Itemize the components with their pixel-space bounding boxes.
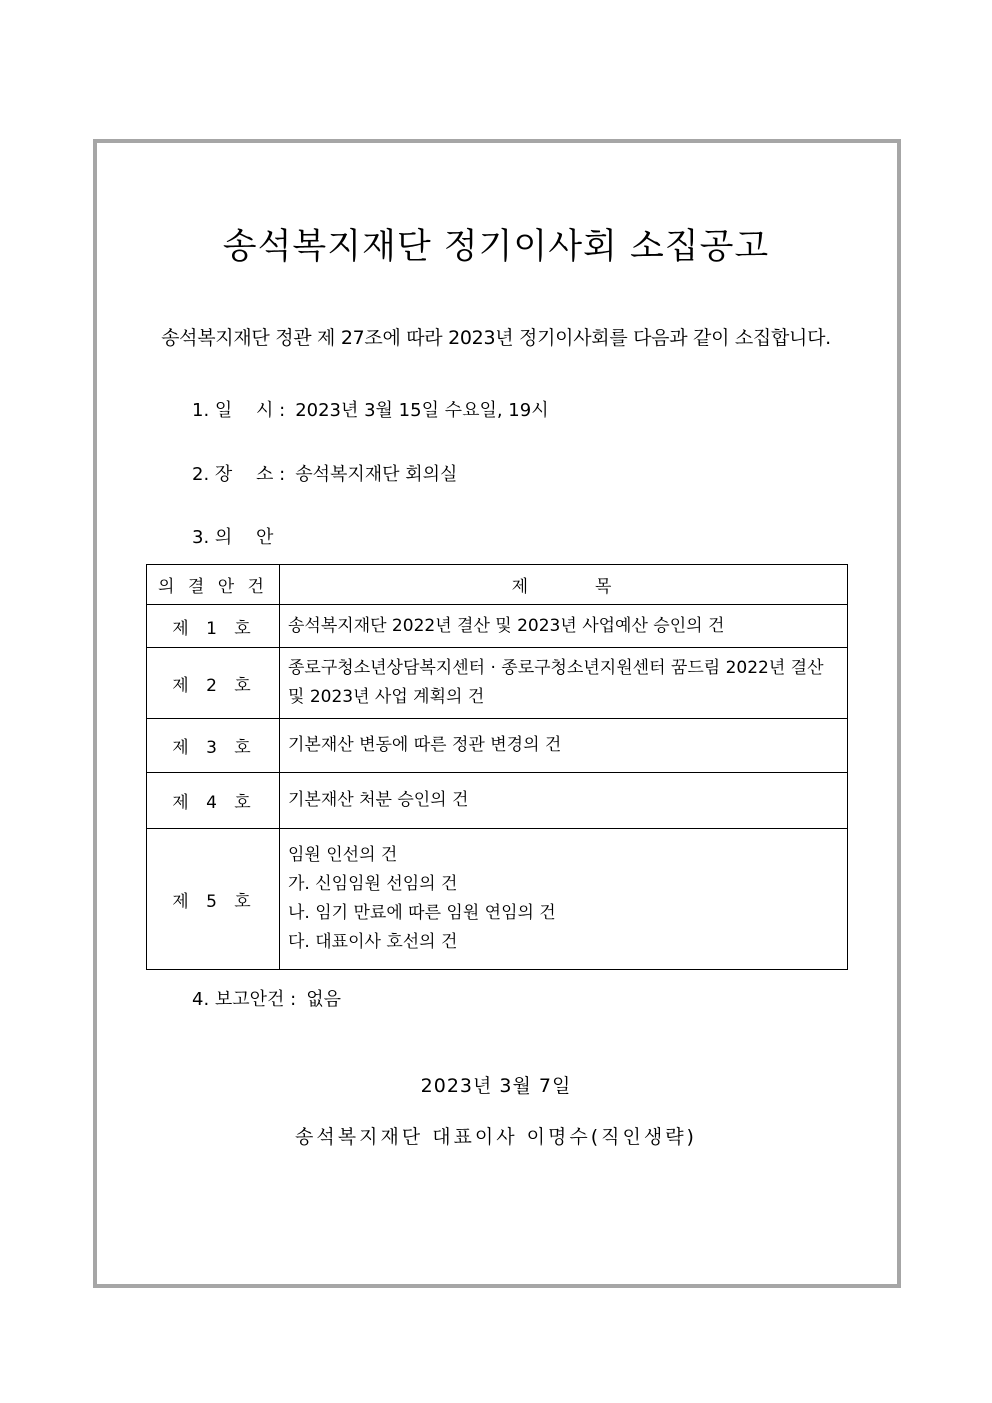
agenda-no: 제 2 호 xyxy=(147,648,280,719)
agenda-subject xyxy=(280,719,848,773)
table-row xyxy=(147,829,848,970)
header-subject: 제 목 xyxy=(280,565,848,605)
agenda-subject-line: 임원 인선의 건 xyxy=(288,845,398,865)
item-place-value: 송석복지재단 회의실 xyxy=(295,464,458,485)
item-report-value: 없음 xyxy=(306,989,342,1010)
table-row xyxy=(147,773,848,829)
table-header-row xyxy=(147,565,848,605)
agenda-no: 제 3 호 xyxy=(147,719,280,773)
agenda-subject-line: 기본재산 변동에 따른 정관 변경의 건 xyxy=(288,735,562,755)
signature: 송석복지재단 대표이사 이명수(직인생략) xyxy=(295,1126,697,1148)
agenda-subject-line: 및 2023년 사업 계획의 건 xyxy=(288,687,485,707)
notice-date: 2023년 3월 7일 xyxy=(420,1075,572,1097)
table-row xyxy=(147,648,848,719)
item-place xyxy=(192,461,457,489)
agenda-subject-line: 다. 대표이사 호선의 건 xyxy=(288,932,458,952)
agenda-subject-line: 나. 임기 만료에 따른 임원 연임의 건 xyxy=(288,903,556,923)
agenda-subject xyxy=(280,605,848,648)
agenda-table xyxy=(146,564,848,970)
table-row xyxy=(147,605,848,648)
item-datetime-value: 2023년 3월 15일 수요일, 19시 xyxy=(295,400,549,421)
document-title: 송석복지재단 정기이사회 소집공고 xyxy=(222,227,770,267)
agenda-subject xyxy=(280,773,848,829)
item-datetime xyxy=(192,397,549,425)
table-row xyxy=(147,719,848,773)
agenda-subject xyxy=(280,829,848,970)
agenda-subject xyxy=(280,648,848,719)
item-report xyxy=(192,986,341,1014)
agenda-subject-line: 종로구청소년상담복지센터 · 종로구청소년지원센터 꿈드림 2022년 결산 xyxy=(288,658,824,678)
item-place-label: 2. 장 소 : xyxy=(192,464,286,485)
intro-text: 송석복지재단 정관 제 27조에 따라 2023년 정기이사회를 다음과 같이 소집합니다. xyxy=(161,327,831,349)
agenda-no: 제 1 호 xyxy=(147,605,280,648)
header-agenda-no: 의 결 안 건 xyxy=(147,565,280,605)
agenda-subject-line: 송석복지재단 2022년 결산 및 2023년 사업예산 승인의 건 xyxy=(288,615,725,636)
item-datetime-label: 1. 일 시 : xyxy=(192,400,286,421)
agenda-subject-line: 가. 신임임원 선임의 건 xyxy=(288,874,458,894)
agenda-no: 제 5 호 xyxy=(147,829,280,970)
agenda-subject-line: 기본재산 처분 승인의 건 xyxy=(288,790,469,810)
agenda-no: 제 4 호 xyxy=(147,773,280,829)
item-agenda xyxy=(192,524,273,552)
item-agenda-label: 3. 의 안 xyxy=(192,527,274,548)
item-report-label: 4. 보고안건 : xyxy=(192,989,297,1010)
